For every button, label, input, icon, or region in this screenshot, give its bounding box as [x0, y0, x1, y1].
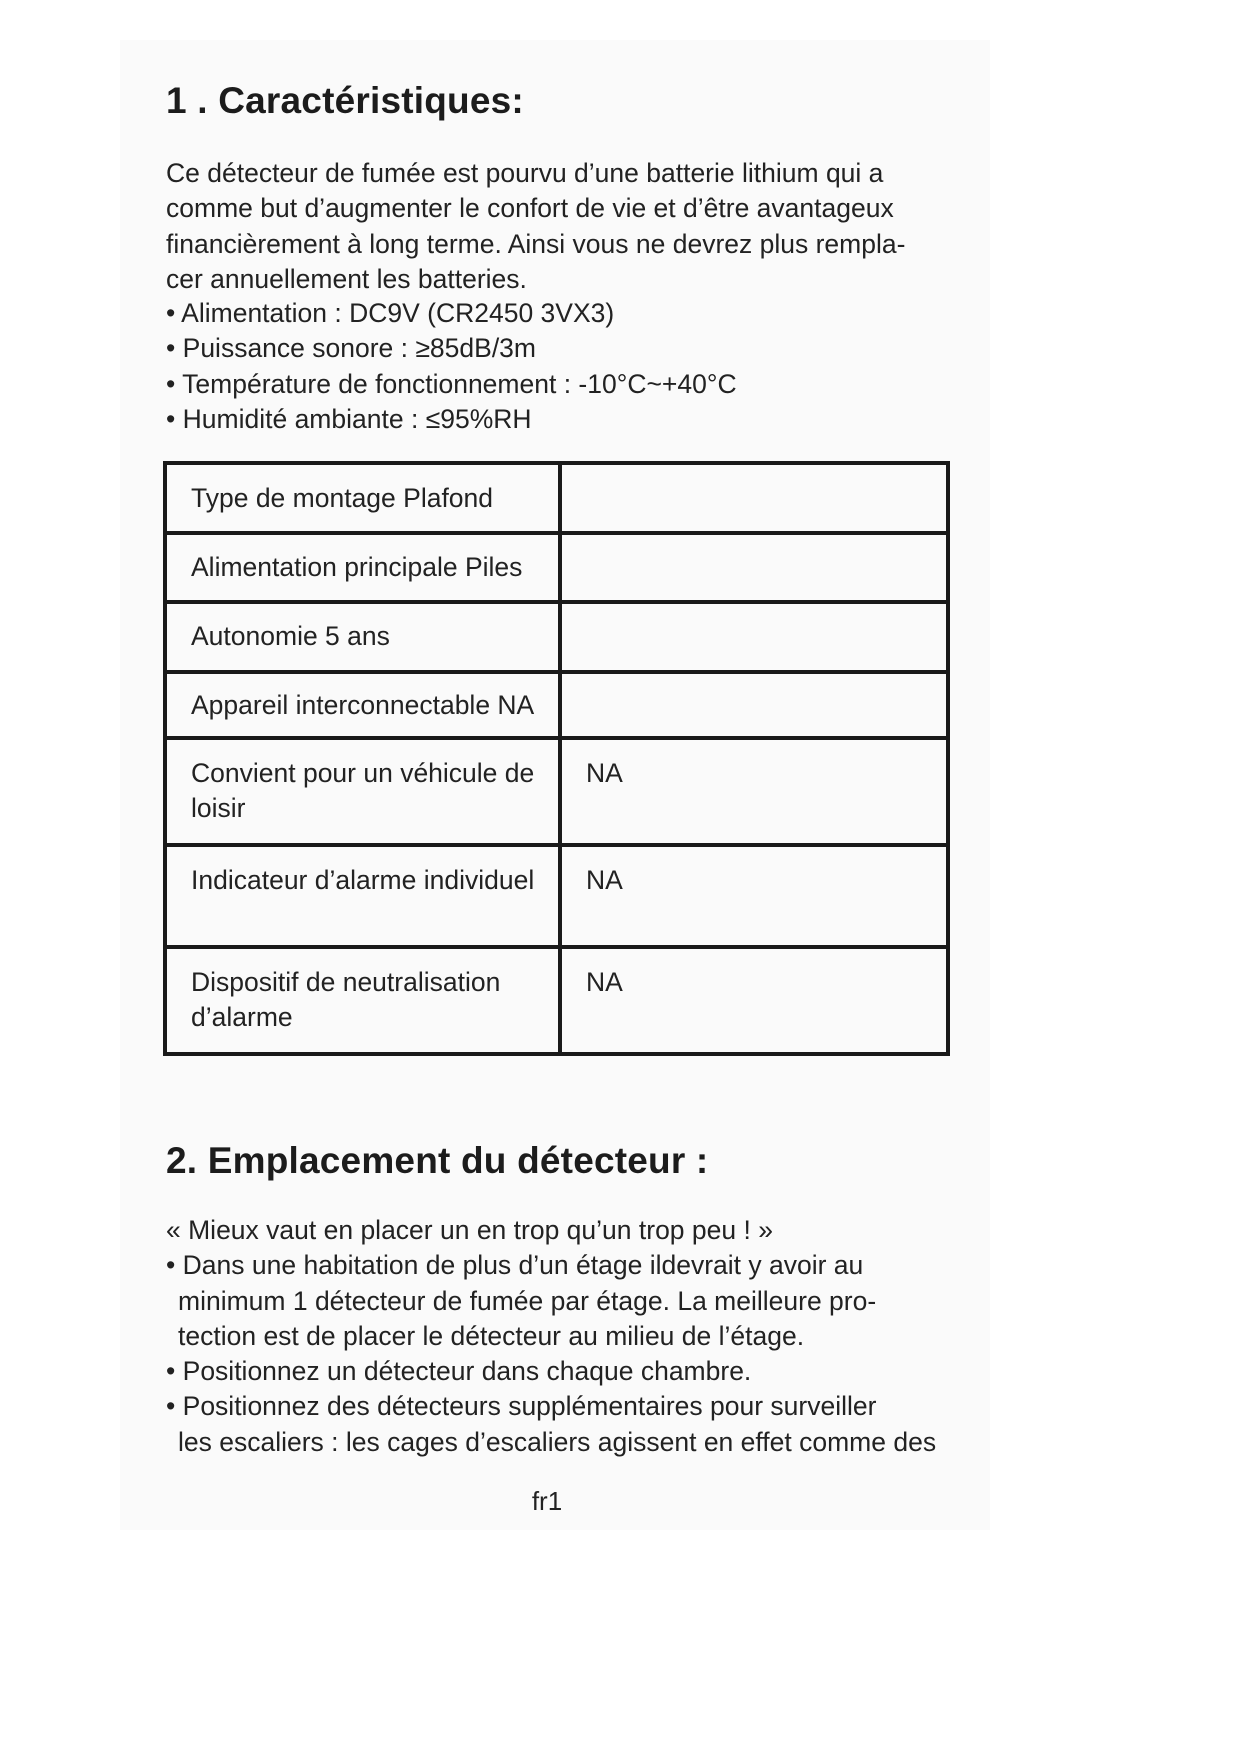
- table-row: [165, 738, 948, 845]
- table-row: [165, 533, 948, 601]
- intro-line: Ce détecteur de fumée est pourvu d’une batterie lithium qui a: [166, 158, 884, 188]
- placement-line: tection est de placer le détecteur au milieu de l’étage.: [178, 1320, 805, 1351]
- table-cell-value: NA: [560, 738, 948, 845]
- section-1-title: 1 . Caractéristiques:: [166, 80, 524, 121]
- table-row: [165, 845, 948, 948]
- intro-paragraph: [166, 156, 956, 297]
- table-cell-label: Convient pour un véhicule de loisir: [165, 738, 560, 845]
- table-cell-label: Autonomie 5 ans: [165, 602, 560, 672]
- spec-item-sound: • Puissance sonore : ≥85dB/3m: [166, 333, 536, 364]
- table-cell-value: NA: [560, 947, 948, 1054]
- table-cell-value: [560, 602, 948, 672]
- section-2-title: 2. Emplacement du détecteur :: [166, 1140, 709, 1181]
- intro-line: financièrement à long terme. Ainsi vous ne devrez plus rempla-: [166, 228, 906, 259]
- table-row: [165, 463, 948, 533]
- spec-table: [163, 461, 950, 1056]
- spec-item-temperature: • Température de fonctionnement : -10°C~+40°C: [166, 368, 737, 399]
- table-cell-value: [560, 463, 948, 533]
- placement-line: les escaliers : les cages d’escaliers agissent en effet comme des: [178, 1426, 937, 1457]
- table-cell-label: Alimentation principale Piles: [165, 533, 560, 601]
- table-row: [165, 602, 948, 672]
- placement-line: • Positionnez un détecteur dans chaque chambre.: [166, 1356, 752, 1387]
- placement-line: minimum 1 détecteur de fumée par étage. La meilleure pro-: [178, 1285, 877, 1316]
- table-cell-label: Dispositif de neutralisation d’alarme: [165, 947, 560, 1054]
- placement-line: • Positionnez des détecteurs supplémentaires pour surveiller: [166, 1391, 877, 1422]
- intro-line: comme but d’augmenter le confort de vie et d’être avantageux: [166, 193, 894, 224]
- intro-line: cer annuellement les batteries.: [166, 263, 527, 294]
- spec-item-power: • Alimentation : DC9V (CR2450 3VX3): [166, 298, 615, 328]
- spec-list: [166, 296, 956, 437]
- table-cell-value: NA: [560, 845, 948, 948]
- table-cell-label: Type de montage Plafond: [165, 463, 560, 533]
- page-number: fr1: [531, 1486, 563, 1516]
- placement-line: • Dans une habitation de plus d’un étage ildevrait y avoir au: [166, 1250, 864, 1281]
- spec-item-humidity: • Humidité ambiante : ≤95%RH: [166, 403, 532, 434]
- table-cell-label: Appareil interconnectable NA: [165, 672, 560, 738]
- placement-line: « Mieux vaut en placer un en trop qu’un trop peu ! »: [166, 1215, 773, 1245]
- table-row: [165, 672, 948, 738]
- table-cell-value: [560, 533, 948, 601]
- table-cell-label: Indicateur d’alarme individuel: [165, 845, 560, 948]
- placement-paragraph: [166, 1213, 956, 1460]
- table-cell-value: [560, 672, 948, 738]
- table-row: [165, 947, 948, 1054]
